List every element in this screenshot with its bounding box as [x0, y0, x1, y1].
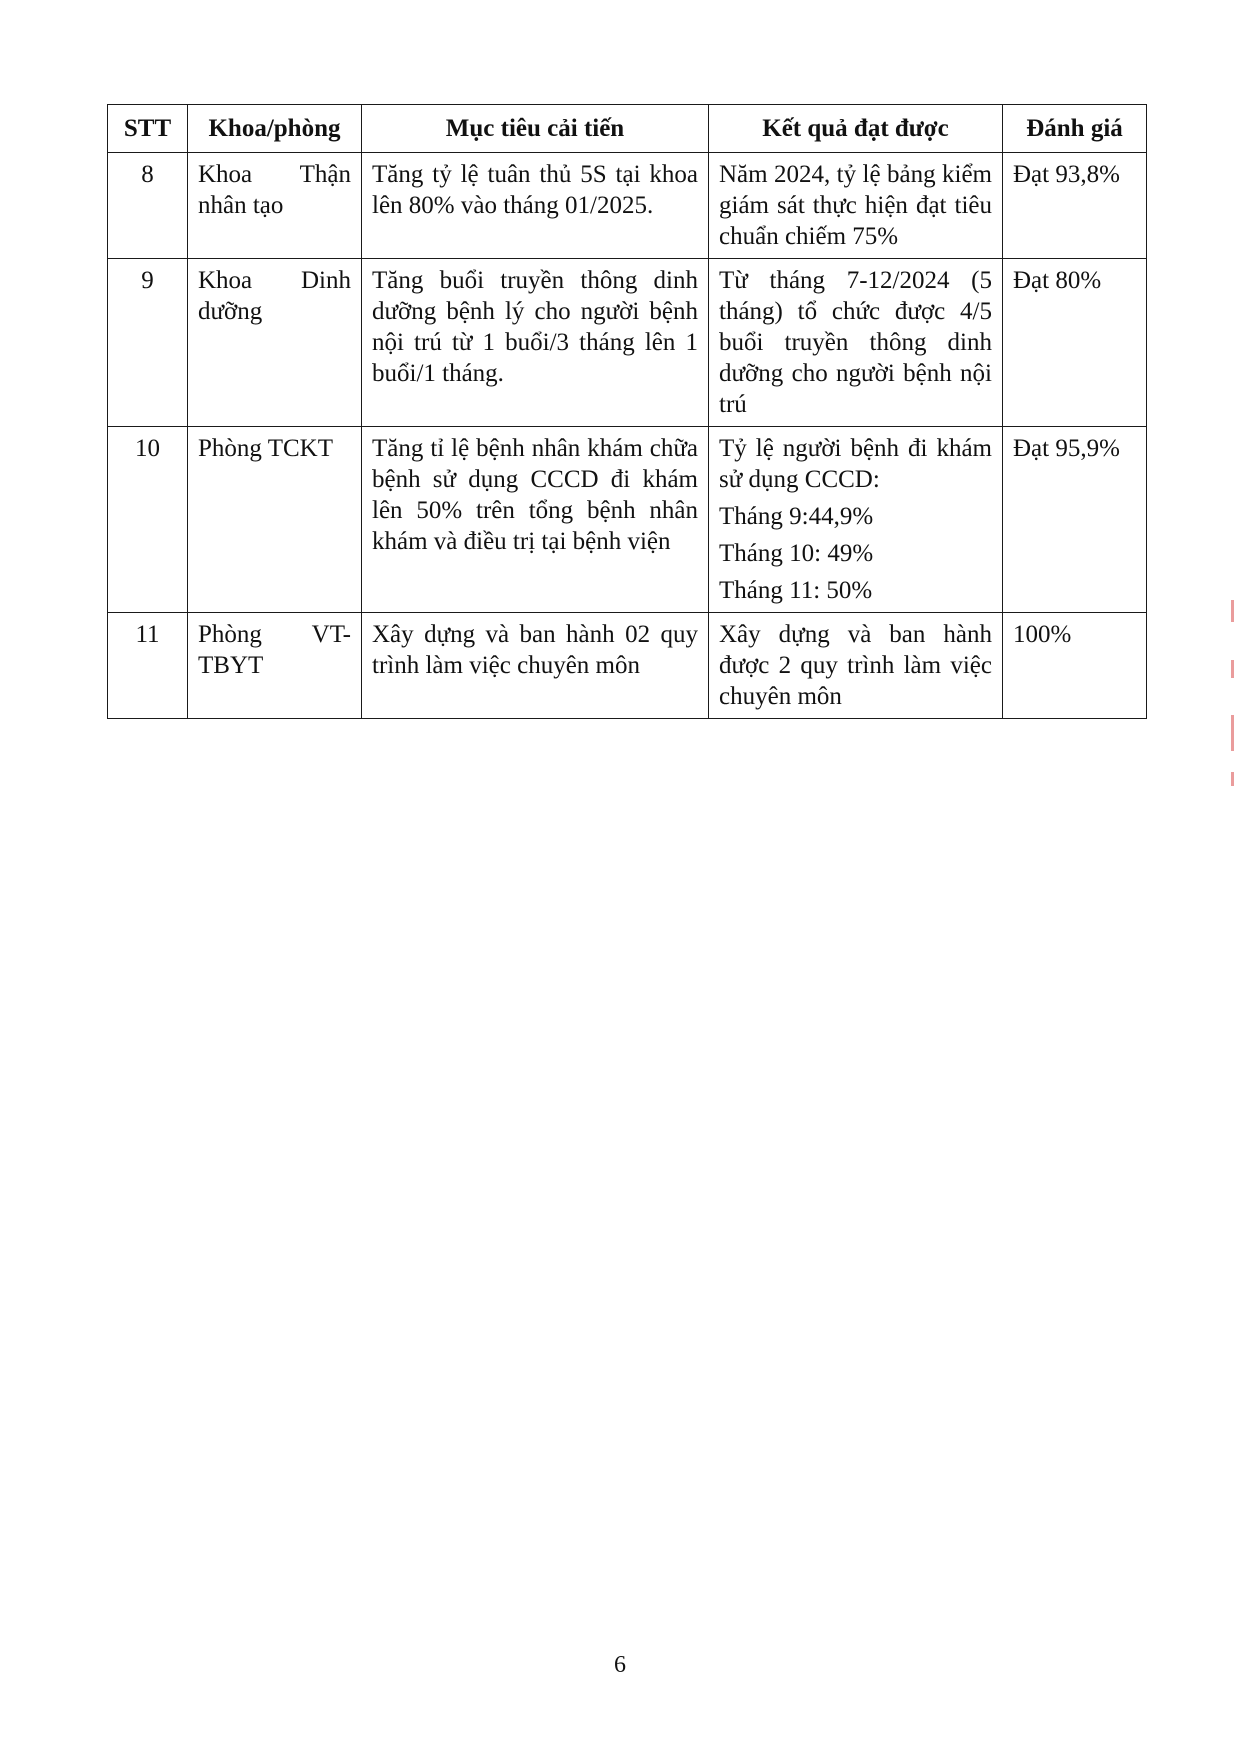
header-goal: Mục tiêu cải tiến: [362, 105, 709, 153]
cell-evaluation: Đạt 93,8%: [1003, 153, 1147, 259]
cell-evaluation: Đạt 95,9%: [1003, 427, 1147, 613]
cell-stt: 11: [108, 613, 188, 719]
cell-evaluation: Đạt 80%: [1003, 259, 1147, 427]
table-row: [108, 153, 1147, 259]
result-line: Tháng 11: 50%: [719, 577, 873, 604]
cell-stt: 9: [108, 259, 188, 427]
cell-department: Khoa Dinh dưỡng: [188, 259, 362, 427]
cell-department: Phòng TCKT: [188, 427, 362, 613]
cell-result: [709, 259, 1003, 427]
header-result: Kết quả đạt được: [709, 105, 1003, 153]
result-line: Từ tháng 7-12/2024 (5 tháng) tổ chức được 4/5 buổi truyền thông dinh dưỡng cho người bệnh nội trú: [719, 267, 992, 418]
cell-stt: 8: [108, 153, 188, 259]
cell-goal: Tăng buổi truyền thông dinh dưỡng bệnh lý cho người bệnh nội trú từ 1 buổi/3 tháng lên 1 buổi/1 tháng.: [362, 259, 709, 427]
cell-department: Khoa Thận nhân tạo: [188, 153, 362, 259]
table-row: [108, 259, 1147, 427]
result-line: Tỷ lệ người bệnh đi khám sử dụng CCCD:: [719, 435, 992, 493]
margin-stamp-mark: [1231, 660, 1234, 678]
cell-goal: Tăng tỉ lệ bệnh nhân khám chữa bệnh sử dụng CCCD đi khám lên 50% trên tổng bệnh nhân khám và điều trị tại bệnh viện: [362, 427, 709, 613]
result-line: Năm 2024, tỷ lệ bảng kiểm giám sát thực hiện đạt tiêu chuẩn chiếm 75%: [719, 161, 992, 250]
margin-stamp-mark: [1231, 600, 1234, 622]
table-row: [108, 427, 1147, 613]
margin-stamp-mark: [1231, 715, 1234, 751]
table-header-row: [108, 105, 1147, 153]
header-evaluation: Đánh giá: [1003, 105, 1147, 153]
margin-stamp-mark: [1231, 772, 1234, 786]
result-line: Tháng 10: 49%: [719, 540, 874, 567]
result-line: Xây dựng và ban hành được 2 quy trình làm việc chuyên môn: [719, 621, 992, 710]
result-line: Tháng 9:44,9%: [719, 503, 874, 530]
cell-goal: Tăng tỷ lệ tuân thủ 5S tại khoa lên 80% vào tháng 01/2025.: [362, 153, 709, 259]
cell-result: [709, 427, 1003, 613]
cell-goal: Xây dựng và ban hành 02 quy trình làm việc chuyên môn: [362, 613, 709, 719]
header-department: Khoa/phòng: [188, 105, 362, 153]
cell-department: Phòng VT-TBYT: [188, 613, 362, 719]
improvement-results-table: [107, 104, 1147, 719]
cell-stt: 10: [108, 427, 188, 613]
page-number: 6: [614, 1652, 626, 1678]
cell-result: [709, 153, 1003, 259]
header-stt: STT: [108, 105, 188, 153]
cell-evaluation: 100%: [1003, 613, 1147, 719]
table-row: [108, 613, 1147, 719]
cell-result: [709, 613, 1003, 719]
